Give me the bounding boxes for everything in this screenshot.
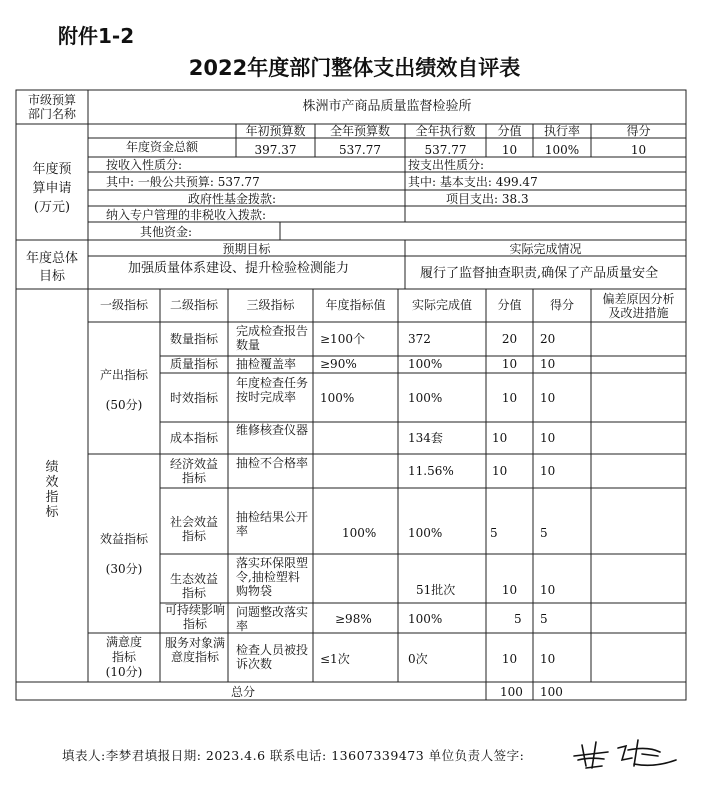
hdr-level3: 三级指标	[246, 298, 295, 312]
hdr-got: 得分	[549, 298, 574, 312]
hdr-level2: 二级指标	[169, 298, 218, 312]
row-got: 5	[540, 612, 548, 626]
unit-name: 株洲市产商品质量监督检验所	[302, 99, 472, 114]
row-target: ≥98%	[335, 612, 372, 626]
row-score: 20	[501, 332, 518, 346]
gov-fund-label: 政府性基金拨款:	[188, 192, 277, 206]
row-l3: 抽检结果公开率	[236, 510, 309, 538]
hdr-score: 分值	[497, 298, 522, 312]
goals-section-label: 年度总体 目标	[25, 251, 78, 284]
row-actual: 100%	[408, 526, 443, 540]
col-annual-budget: 全年预算数	[329, 124, 390, 138]
other-funds-label: 其他资金:	[140, 225, 193, 239]
unit-label: 市级预算 部门名称	[27, 93, 76, 121]
row-target: ≥100个	[320, 332, 365, 346]
row-l3: 问题整改落实率	[236, 605, 309, 633]
project-expense: 项目支出: 38.3	[446, 192, 529, 206]
income-detail: 其中: 一般公共预算: 537.77	[106, 175, 260, 189]
signature-image	[568, 730, 683, 775]
row-l2: 服务对象满意度指标	[164, 636, 225, 664]
total-funds-label: 年度资金总额	[125, 140, 198, 154]
row-l2: 经济效益指标	[169, 457, 218, 485]
budget-section-label: 年度预 算申请 (万元)	[32, 162, 72, 215]
hdr-annual-target: 年度指标值	[325, 298, 386, 312]
col-got-score: 得分	[626, 124, 651, 138]
hdr-deviation: 偏差原因分析 及改进措施	[602, 292, 675, 320]
row-actual: 372	[408, 332, 431, 346]
row-l3: 完成检查报告数量	[236, 324, 309, 352]
row-target: 100%	[320, 391, 355, 405]
row-got: 10	[540, 583, 556, 597]
row-score: 10	[492, 464, 508, 478]
row-l3: 落实环保限塑令,抽检塑料购物袋	[236, 556, 309, 598]
total-initial: 397.37	[254, 143, 297, 157]
benefit-indicator-label: 效益指标 (30分)	[99, 532, 148, 576]
row-target: 100%	[342, 526, 377, 540]
total-got-value: 100	[540, 685, 563, 699]
row-l2: 质量指标	[169, 357, 218, 371]
row-actual: 11.56%	[408, 464, 454, 478]
actual-goal-header: 实际完成情况	[509, 242, 582, 256]
total-got: 10	[630, 143, 647, 157]
expected-goal-header: 预期目标	[222, 242, 271, 256]
row-actual: 0次	[408, 652, 428, 666]
row-got: 10	[540, 357, 556, 371]
row-got: 5	[540, 526, 548, 540]
row-got: 10	[540, 391, 556, 405]
expense-basic: 其中: 基本支出: 499.47	[408, 175, 538, 189]
page-title: 2022年度部门整体支出绩效自评表	[188, 56, 521, 80]
total-rate: 100%	[544, 143, 580, 157]
row-score: 10	[492, 431, 508, 445]
hdr-actual: 实际完成值	[411, 298, 472, 312]
row-l3: 检查人员被投诉次数	[236, 643, 309, 671]
col-score-value: 分值	[497, 124, 522, 138]
row-actual: 100%	[408, 612, 443, 626]
row-got: 10	[540, 652, 556, 666]
actual-goal: 履行了监督抽查职责,确保了产品质量安全	[420, 266, 659, 281]
satisfaction-indicator-label: 满意度 指标 (10分)	[105, 635, 143, 679]
hdr-level1: 一级指标	[99, 298, 148, 312]
row-l2: 可持续影响指标	[164, 603, 225, 631]
row-l2: 生态效益指标	[169, 572, 218, 600]
row-score: 5	[490, 526, 498, 540]
row-got: 10	[540, 431, 556, 445]
row-l2: 社会效益指标	[169, 515, 218, 543]
row-score: 10	[501, 583, 518, 597]
col-exec-rate: 执行率	[543, 124, 580, 138]
row-l3: 抽检覆盖率	[236, 357, 297, 371]
row-l2: 数量指标	[169, 332, 218, 346]
row-actual: 51批次	[416, 583, 456, 597]
row-target: ≤1次	[320, 652, 350, 666]
row-target: ≥90%	[320, 357, 357, 371]
col-initial-budget: 年初预算数	[245, 124, 306, 138]
row-score: 10	[501, 357, 518, 371]
row-l2: 成本指标	[169, 431, 218, 445]
by-income-label: 按收入性质分:	[106, 158, 183, 172]
row-l3: 维修核查仪器	[236, 423, 309, 437]
expected-goal: 加强质量体系建设、提升检验检测能力	[128, 261, 350, 276]
total-score: 10	[501, 143, 518, 157]
total-annual: 537.77	[339, 143, 381, 157]
col-annual-exec: 全年执行数	[415, 124, 476, 138]
row-l3: 抽检不合格率	[236, 456, 309, 470]
row-l3: 年度检查任务按时完成率	[236, 376, 309, 404]
row-score: 10	[501, 652, 518, 666]
footer-info: 填表人:李梦君填报日期: 2023.4.6 联系电话: 13607339473 单位负责人签字:	[62, 748, 525, 763]
row-got: 10	[540, 464, 556, 478]
total-score-label: 总分	[230, 685, 255, 699]
row-l2: 时效指标	[169, 391, 218, 405]
total-exec: 537.77	[424, 143, 467, 157]
row-score: 5	[514, 612, 522, 626]
row-got: 20	[540, 332, 556, 346]
row-score: 10	[501, 391, 518, 405]
output-indicator-label: 产出指标 (50分)	[99, 368, 148, 412]
non-tax-label: 纳入专户管理的非税收入拨款:	[106, 208, 267, 222]
attachment-label: 附件1-2	[58, 24, 135, 48]
row-actual: 100%	[408, 391, 443, 405]
total-score-value: 100	[500, 685, 523, 699]
by-expense-label: 按支出性质分:	[408, 158, 485, 172]
row-actual: 134套	[408, 431, 443, 445]
indicators-section-label: 绩 效 指 标	[45, 460, 59, 520]
row-actual: 100%	[408, 357, 443, 371]
